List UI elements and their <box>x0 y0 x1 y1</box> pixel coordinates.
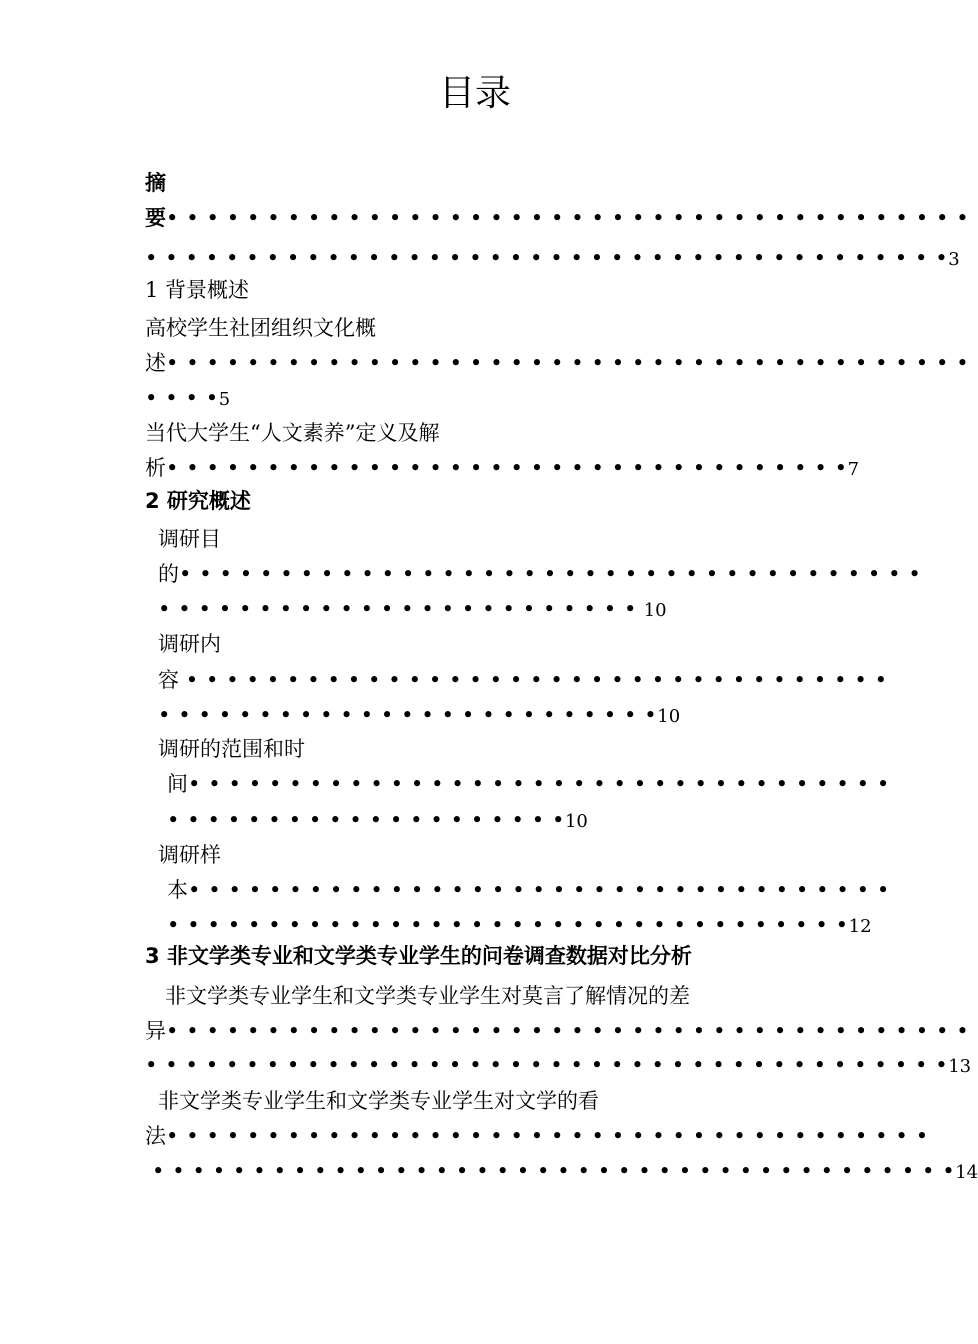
toc-2-1-line1[interactable]: 调研目 <box>158 527 221 551</box>
toc-1-1-line3 <box>145 386 230 412</box>
toc-3-1-line1[interactable]: 非文学类专业学生和文学类专业学生对莫言了解情况的差 <box>165 984 690 1008</box>
toc-2-3-line1[interactable]: 调研的范围和时 <box>158 737 305 761</box>
toc-1-1-label: 述 <box>145 351 166 375</box>
toc-leader-dots: • • • • • • • • • • • • • • • • • • • • • • • • • • • • • • • • • • • <box>185 668 888 692</box>
toc-1-1-line1[interactable]: 高校学生社团组织文化概 <box>145 316 376 340</box>
toc-2-4-label: 本 <box>167 878 188 902</box>
toc-leader-dots: • • • • • • • • • • • • • • • • • • • • • • • • • • • • • • • • • • • • • • • • <box>166 206 970 230</box>
toc-2-4-line2 <box>167 878 890 902</box>
toc-1-1-line2 <box>145 351 969 375</box>
toc-leader-dots: • • • • • • • • • • • • • • • • • • • • <box>167 808 565 832</box>
toc-3-2-label: 法 <box>145 1124 166 1148</box>
toc-leader-dots: • • • • • • • • • • • • • • • • • • • • • • • • • • • • • • • • • • • • • • • • <box>152 1159 956 1183</box>
page-title: 目录 <box>438 73 511 114</box>
toc-abstract-line1: 摘 <box>145 171 166 195</box>
toc-page-number: 10 <box>657 706 681 727</box>
toc-3-2-line2 <box>145 1124 929 1148</box>
toc-2-1-line3 <box>158 597 667 623</box>
toc-2-3-label: 间 <box>167 772 188 796</box>
toc-page-number: 10 <box>564 811 588 832</box>
toc-2-1-label: 的 <box>158 562 179 586</box>
toc-3-2-line1[interactable]: 非文学类专业学生和文学类专业学生对文学的看 <box>158 1089 599 1113</box>
toc-page-number: 3 <box>948 249 960 270</box>
toc-3-1-line2 <box>145 1019 969 1043</box>
toc-1-2-label: 析 <box>145 456 166 480</box>
toc-1-2-line1[interactable]: 当代大学生“人文素养”定义及解 <box>145 421 440 445</box>
toc-2-4-line3 <box>167 913 872 939</box>
toc-leader-dots: • • • • • • • • • • • • • • • • • • • • • • • • • • • • • • • • • • • • • • • • <box>166 351 970 375</box>
toc-abstract-line2[interactable] <box>145 206 969 230</box>
toc-leader-dots: • • • • • • • • • • • • • • • • • • • • • • • • • • • • • • • • • • • • • • • • <box>145 246 949 270</box>
toc-leader-dots: • • • • • • • • • • • • • • • • • • • • • • • • <box>158 597 638 621</box>
toc-3-1-label: 异 <box>145 1019 166 1043</box>
toc-leader-dots: • • • • • • • • • • • • • • • • • • • • • • • • • • • • • • • • • • <box>166 456 848 480</box>
toc-page-number: 7 <box>847 459 860 480</box>
toc-2-3-line3 <box>167 808 588 834</box>
toc-chapter-1-heading[interactable]: 1 背景概述 <box>145 278 250 302</box>
toc-page-number: 14 <box>955 1162 978 1183</box>
toc-leader-dots: • • • • • • • • • • • • • • • • • • • • • • • • • • • • • • • • • • • • • • <box>166 1124 929 1148</box>
toc-leader-dots: • • • • • • • • • • • • • • • • • • • • • • • • • • • • • • • • • • • • • • • • <box>166 1019 970 1043</box>
toc-leader-dots: • • • • • • • • • • • • • • • • • • • • • • • • • • • • • • • • • • • <box>188 878 890 902</box>
toc-2-2-label: 容 <box>158 668 179 692</box>
toc-2-2-line2 <box>158 668 888 692</box>
toc-1-2-line2 <box>145 456 859 482</box>
toc-chapter-2-heading[interactable]: 2 研究概述 <box>145 489 251 513</box>
toc-leader-dots: • • • • • • • • • • • • • • • • • • • • • • • • • <box>158 703 658 727</box>
toc-page-number: 13 <box>948 1056 972 1077</box>
toc-page-number: 12 <box>848 916 872 937</box>
toc-leader-dots: • • • • • • • • • • • • • • • • • • • • • • • • • • • • • • • • • • <box>167 913 849 937</box>
toc-2-2-line1[interactable]: 调研内 <box>158 632 221 656</box>
toc-2-2-line3 <box>158 703 680 729</box>
toc-chapter-3-heading[interactable]: 3 非文学类专业和文学类专业学生的问卷调查数据对比分析 <box>145 944 692 968</box>
toc-3-2-line3 <box>152 1159 978 1185</box>
toc-2-4-line1[interactable]: 调研样 <box>158 843 221 867</box>
toc-2-3-line2 <box>167 772 890 796</box>
toc-leader-dots: • • • • • • • • • • • • • • • • • • • • • • • • • • • • • • • • • • • • • <box>179 562 922 586</box>
toc-2-1-line2 <box>158 562 921 586</box>
toc-leader-dots: • • • • <box>145 386 219 410</box>
toc-page-number: 5 <box>218 389 231 410</box>
toc-leader-dots: • • • • • • • • • • • • • • • • • • • • • • • • • • • • • • • • • • • • • • • • <box>145 1053 949 1077</box>
toc-3-1-line3 <box>145 1053 971 1079</box>
toc-page-number: 10 <box>643 600 667 621</box>
toc-abstract-label: 要 <box>145 206 166 230</box>
toc-leader-dots: • • • • • • • • • • • • • • • • • • • • • • • • • • • • • • • • • • • <box>188 772 890 796</box>
toc-abstract-line3 <box>145 246 960 272</box>
